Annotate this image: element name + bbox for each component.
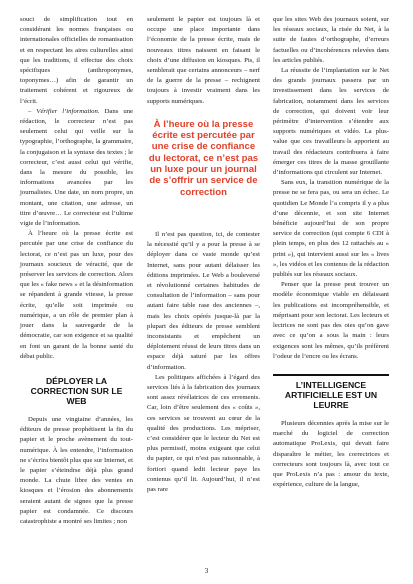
page-number: 3 <box>204 567 209 575</box>
column-left <box>20 15 133 527</box>
column-right <box>273 15 389 490</box>
paragraph <box>20 107 133 229</box>
paragraph: Depuis une vingtaine d’années, les éditeurs de presse prophétisent la fin du papier et le proche avènement du tout-numérique. À les entendre, l’information ne s’écrira bientôt plus que sur Internet, et le papier s’éteindrse déjà plus grand monde. La chute libre des ventes en kiosques et l’érosion des abonnements seraient autant de signes que la presse papier est condamnée. Ce discours catastrophiste a montré ses limites ; non <box>20 415 133 525</box>
paragraph: Penser que la presse peut trouver un modèle économique viable en délaissant les publications est incompréhensible, et méprisant pour son lectorat. Les lecteurs et lectrices ne sont pas des oies qu’on gave avec ce qu’on a sous la main : leurs exigences sont les mêmes, qu’ils préfèrent l’odeur de l’encre ou les écrans. <box>273 281 389 360</box>
paragraph: Plusieurs décennies après la mise sur le marché du logiciel de correction automatique ProLexis, qui devait faire disparaître le métier, les correctrices et correcteurs sont toujours là, avec tout ce que ProLexis n’a pas : amour du texte, expérience, culture de la langue, <box>273 419 389 489</box>
paragraph: La réussite de l’implantation sur le Net des grands journaux passera par un investissement dans les services de fabrication, notamment dans les services de correction, qui doivent voir leur périmètre d’intervention s’étendre aux supports numériques et vidéo. La plus-value que ces travailleurs·ls apportent au travail des rédacteurs contribuera à faire émerger ces titres de la masse grouillante d’informations qui circulent sur Internet. <box>273 67 389 177</box>
pull-quote: À l’heure où la presse écrite est percutée par une crise de confiance du lectorat, ce n’est pas un luxe pour un journal de s’offrir un service de correction <box>148 118 259 198</box>
column-middle <box>147 15 260 495</box>
paragraph-text: Dans une rédaction, le correcteur n’est pas seulement celui qui veille sur la typographie, l’orthographe, la grammaire, la conjugaison et la syntaxe des textes ; le correcteur, c’est aussi celui qui vérifie, dans la mesure du possible, les informations avancées par les journalistes. Une date, un nom propre, un montant, une citation, une adresse, un titre d’œuvre… Le correcteur est l’ultime vigie de l’information. <box>20 107 134 228</box>
paragraph: seulement le papier est toujours là et occupe une place importante dans l’économie de la presse écrite, mais de nouveaux titres naissent en faisant le choix d’une diffusion en kiosques. Pis, il semblerait que certains annonceurs – nerf de la guerre de la presse – rechignent toujours à investir vraiment dans les supports numériques. <box>147 16 260 105</box>
paragraph: À l’heure où la presse écrite est percutée par une crise de confiance du lectorat, ce n’est pas un luxe, pour des journaux soucieux de véracité, que de préserver les services de correction. Alors que les « fake news » et la désinformation se répandent à grande vitesse, la presse écrite, qu’elle soit imprimée ou numérique, a un rôle de premier plan à jouer dans la sauvegarde de la démocratie, car son exigence et sa qualité en font un garant de la bonne santé du débat public. <box>20 230 133 360</box>
section-heading: DÉPLOYER LA CORRECTION SUR LE WEB <box>30 375 123 406</box>
paragraph: Les politiques affichées à l’égard des services liés à la fabrication des journaux sont assez révélatrices de ces errements. Car, loin d’être seulement des « coûts », ces services se trouvent au cœur de la qualité des productions. Les mépriser, c’est considérer que le lecteur du Net est plus permissif, moins exigeant que celui du papier, ce qui n’est pas raisonnable, à fortiori quand ledit lecteur paye les contenus qu’il lit. Aujourd’hui, il n’est pas rare <box>147 373 260 493</box>
inline-heading: – Vérifier l’information. <box>28 107 100 115</box>
paragraph: que les sites Web des journaux soient, sur les réseaux sociaux, la risée du Net, à la suite de fautes d’orthographe, d’erreurs factuelles ou d’incohérences relevées dans les articles publiés. <box>273 16 389 64</box>
paragraph: Sans eux, la transition numérique de la presse ne se fera pas, ou sera un échec. Le quotidien Le Monde l’a compris il y a plus d’une décennie, et son site Internet bénéficie aujourd’hui de son propre service de correction (qui compte 6 CDI à plein temps, en plus des 12 rattachés au « print »), qui intervient aussi sur les « lives », les vidéos et les contenus de la rédaction publiés sur les réseaux sociaux. <box>273 179 389 279</box>
paragraph: souci de simplification tout en considérant les normes françaises ou internationales officielles de romanisation et en respectant les aires culturelles ainsi que les traditions, il effectue des choix spécifiques (anthroponymes, toponymes…) afin de garantir un traitement cohérent et rigoureux de l’écrit. <box>20 16 133 105</box>
paragraph: Il n’est pas question, ici, de contester la nécessité qu’il y a pour la presse à se déployer dans ce vaste monde qu’est Internet, sans pour autant délaisser les éditions imprimées. Le Web a bouleversé et révolutionné certaines habitudes de consultation de l’information – sans pour autant faire table rase des anciennes –, mais les choix opérés jusque-là par la plupart des éditeurs de presse semblent inconsistants et empêchent un déploiement réussi de leurs titres dans un espace déjà saturé par les offres d’information. <box>147 230 260 371</box>
section-heading: L’INTELLIGENCE ARTIFICIELLE EST UN LEURRE <box>273 374 389 410</box>
